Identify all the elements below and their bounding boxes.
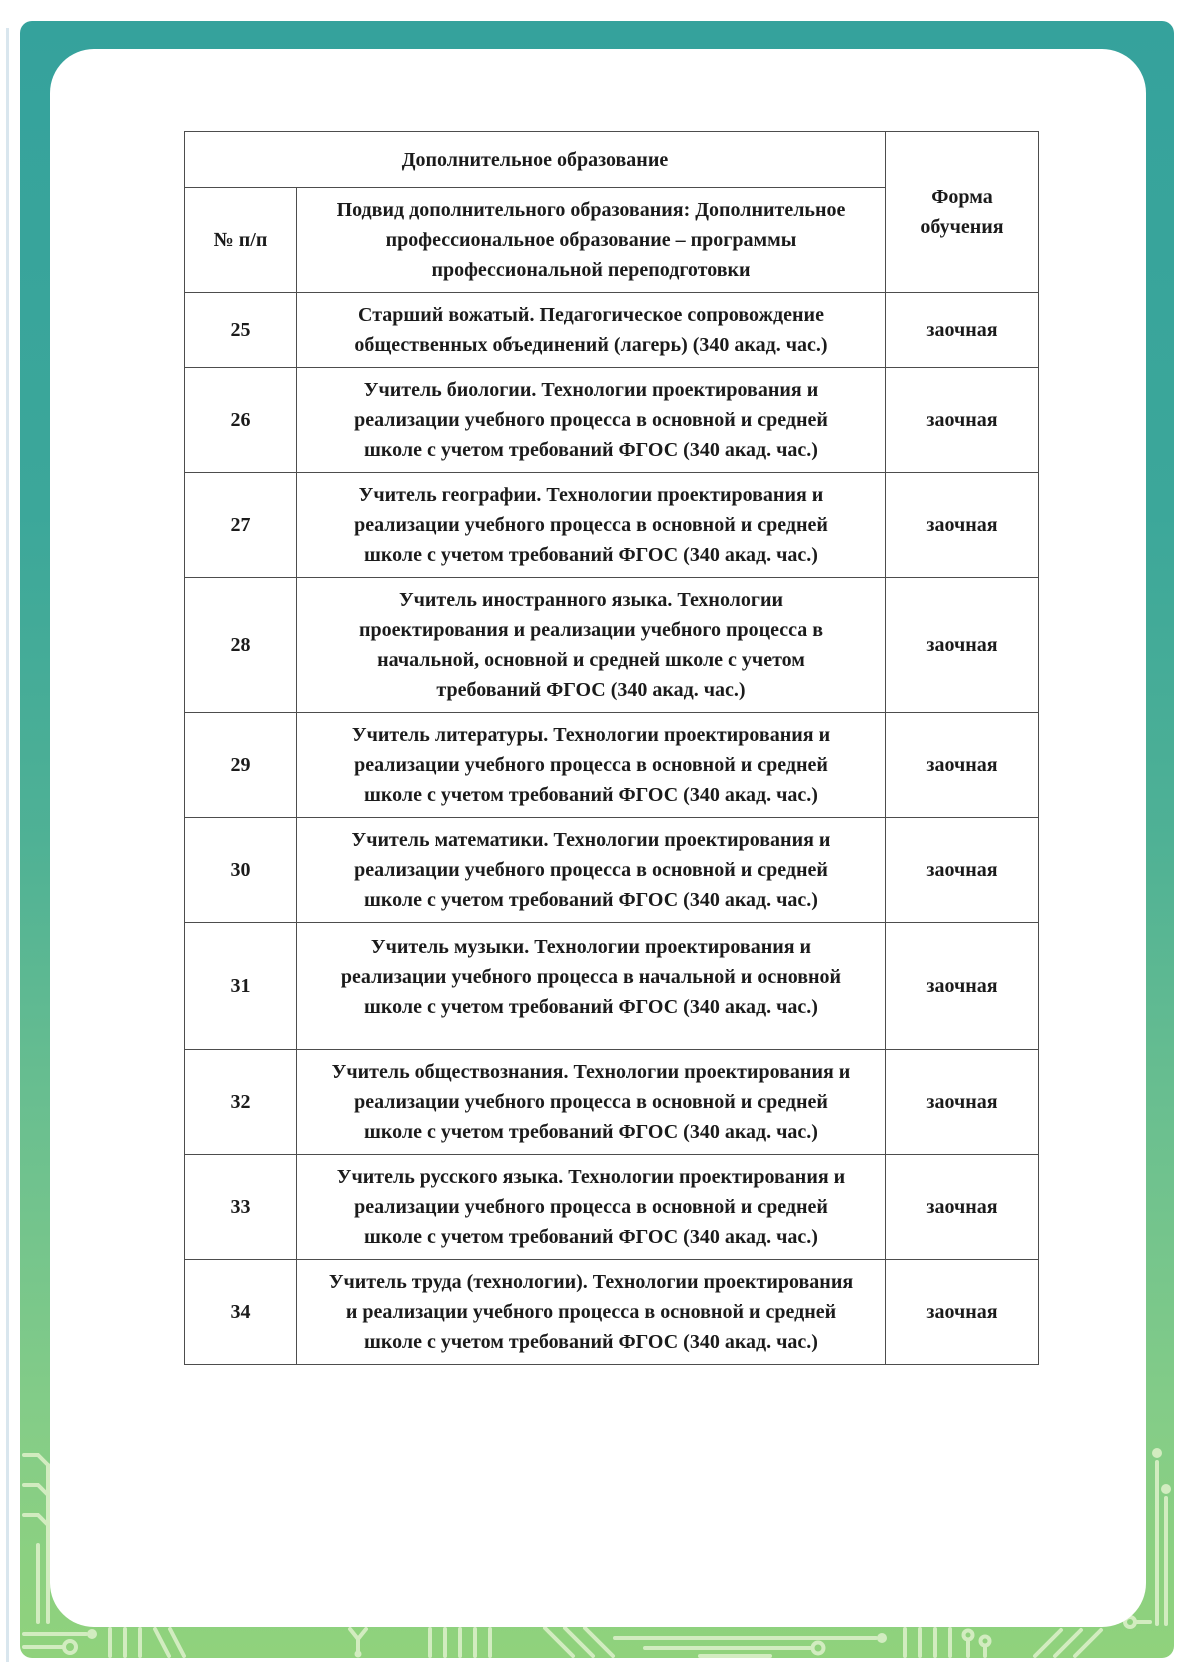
row-number-cell (185, 1260, 297, 1364)
group-header-cell (185, 132, 885, 188)
study-form: заочная (926, 1301, 998, 1323)
column-header-form (886, 132, 1038, 292)
table-header (185, 132, 1038, 293)
study-form-cell (886, 1155, 1038, 1259)
study-form: заочная (926, 319, 998, 341)
program-name-cell (297, 923, 886, 1049)
study-form: заочная (926, 754, 998, 776)
study-form-cell (886, 293, 1038, 367)
program-name-cell (297, 1260, 886, 1364)
row-number: 31 (230, 975, 251, 997)
program-name-cell (297, 713, 886, 817)
program-name: Учитель иностранного языка. Технологии проектирования и реализации учебного процесса в начальной, основной и средней школе с учетом требований ФГОС (340 акад. час.) (358, 589, 824, 701)
program-name-cell (297, 1050, 886, 1154)
study-form-cell (886, 818, 1038, 922)
study-form-cell (886, 578, 1038, 712)
program-name: Учитель труда (технологии). Технологии проектирования и реализации учебного процесса в основной и средней школе с учетом требований ФГОС (340 акад. час.) (328, 1271, 854, 1353)
column-header-program (297, 188, 885, 292)
table-row (185, 1260, 1038, 1364)
column-header-program-label: Подвид дополнительного образования: Дополнительное профессиональное образование – программы профессиональной переподготовки (336, 199, 846, 281)
row-number: 32 (230, 1091, 251, 1113)
row-number-cell (185, 713, 297, 817)
study-form-cell (886, 923, 1038, 1049)
program-name-cell (297, 293, 886, 367)
row-number-cell (185, 293, 297, 367)
row-number: 26 (230, 409, 251, 431)
program-name-cell (297, 1155, 886, 1259)
table-row (185, 713, 1038, 818)
program-name: Учитель географии. Технологии проектирования и реализации учебного процесса в основной и средней школе с учетом требований ФГОС (340 акад. час.) (354, 484, 828, 566)
row-number: 29 (230, 754, 251, 776)
table-row (185, 1050, 1038, 1155)
row-number: 28 (230, 634, 251, 656)
row-number: 30 (230, 859, 251, 881)
program-name-cell (297, 578, 886, 712)
row-number-cell (185, 1155, 297, 1259)
program-name: Учитель русского языка. Технологии проектирования и реализации учебного процесса в основной и средней школе с учетом требований ФГОС (340 акад. час.) (336, 1166, 846, 1248)
study-form-cell (886, 368, 1038, 472)
table-header-left-group (185, 132, 886, 292)
program-name: Учитель математики. Технологии проектирования и реализации учебного процесса в основной и средней школе с учетом требований ФГОС (340 акад. час.) (351, 829, 831, 911)
row-number-cell (185, 818, 297, 922)
program-name: Старший вожатый. Педагогическое сопровождение общественных объединений (лагерь) (340 акад. час.) (354, 304, 828, 356)
column-header-number (185, 188, 297, 292)
program-name: Учитель музыки. Технологии проектирования и реализации учебного процесса в начальной и основной школе с учетом требований ФГОС (340 акад. час.) (340, 936, 842, 1018)
study-form-cell (886, 1260, 1038, 1364)
row-number-cell (185, 1050, 297, 1154)
row-number: 34 (230, 1301, 251, 1323)
table-row (185, 578, 1038, 713)
table-row (185, 473, 1038, 578)
table-body (185, 293, 1038, 1364)
program-name: Учитель обществознания. Технологии проектирования и реализации учебного процесса в основной и средней школе с учетом требований ФГОС (340 акад. час.) (331, 1061, 851, 1143)
table-row (185, 1155, 1038, 1260)
row-number: 27 (230, 514, 251, 536)
study-form: заочная (926, 409, 998, 431)
program-name-cell (297, 818, 886, 922)
program-name: Учитель литературы. Технологии проектирования и реализации учебного процесса в основной и средней школе с учетом требований ФГОС (340 акад. час.) (351, 724, 831, 806)
programs-table (184, 131, 1039, 1365)
table-row (185, 368, 1038, 473)
program-name: Учитель биологии. Технологии проектирования и реализации учебного процесса в основной и средней школе с учетом требований ФГОС (340 акад. час.) (354, 379, 828, 461)
program-name-cell (297, 473, 886, 577)
study-form-cell (886, 713, 1038, 817)
study-form: заочная (926, 514, 998, 536)
study-form-cell (886, 473, 1038, 577)
study-form: заочная (926, 1196, 998, 1218)
program-name-cell (297, 368, 886, 472)
sub-header-row (185, 188, 885, 292)
table-row (185, 293, 1038, 368)
group-header-label: Дополнительное образование (401, 148, 669, 171)
study-form: заочная (926, 859, 998, 881)
row-number-cell (185, 578, 297, 712)
row-number-cell (185, 368, 297, 472)
row-number-cell (185, 923, 297, 1049)
scan-edge-artifact (6, 28, 9, 1662)
table-row (185, 818, 1038, 923)
row-number: 25 (230, 319, 251, 341)
study-form: заочная (926, 634, 998, 656)
column-header-form-label: Форма обучения (920, 186, 1004, 238)
study-form-cell (886, 1050, 1038, 1154)
row-number-cell (185, 473, 297, 577)
study-form: заочная (926, 975, 998, 997)
row-number: 33 (230, 1196, 251, 1218)
column-header-number-label: № п/п (213, 229, 268, 251)
study-form: заочная (926, 1091, 998, 1113)
table-row (185, 923, 1038, 1050)
